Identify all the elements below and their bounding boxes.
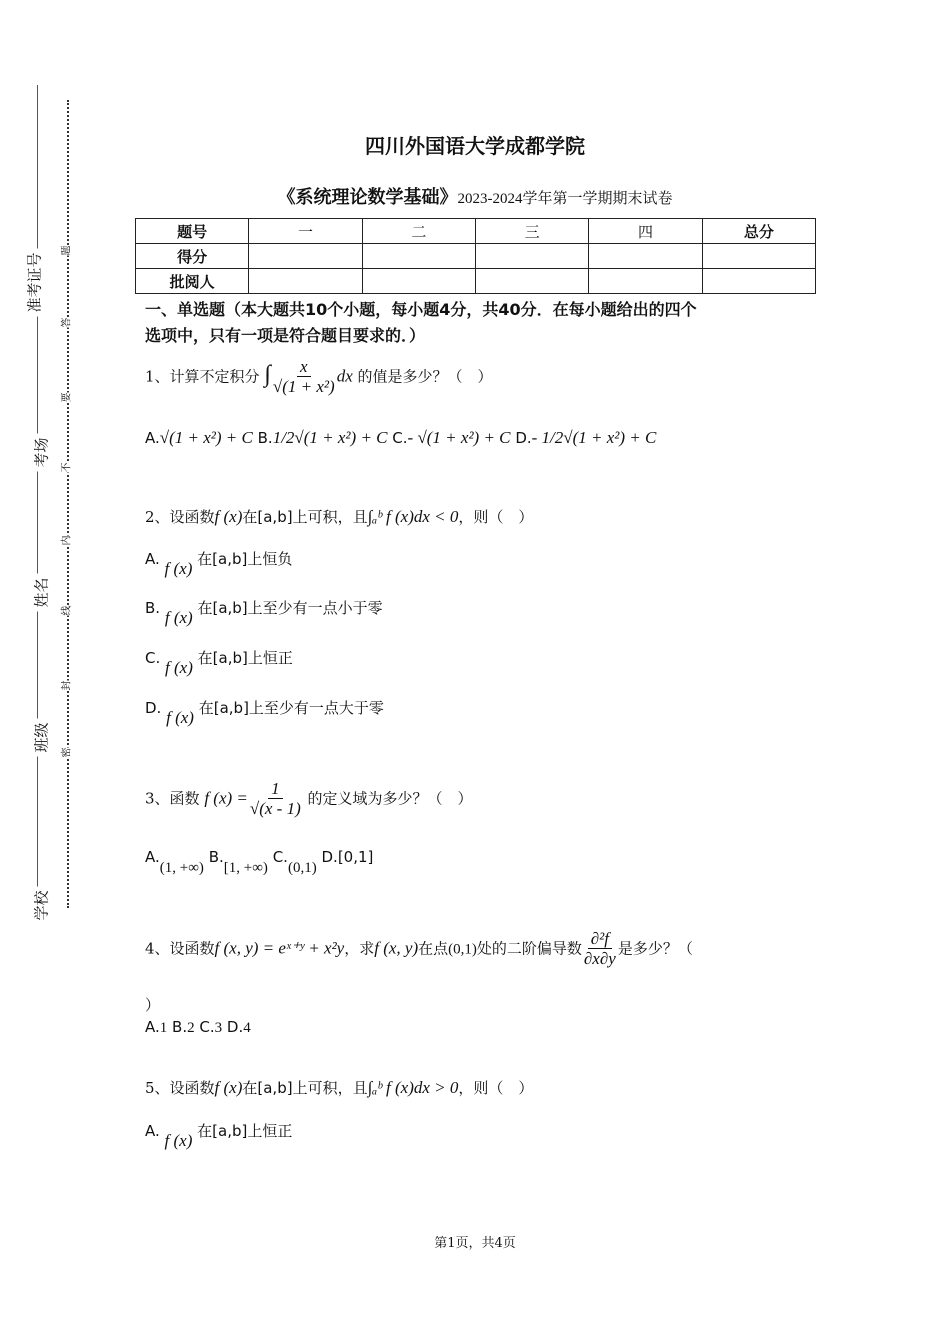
option-label[interactable]: C. <box>199 1018 215 1036</box>
option-expr: 1 <box>159 1020 168 1036</box>
question-2 <box>145 506 533 527</box>
option-text: 在[a,b]上至少有一点小于零 <box>197 599 383 617</box>
question-5 <box>145 1077 533 1098</box>
option-label[interactable]: D. <box>321 848 338 866</box>
option-coef: - 1/2 <box>531 428 564 447</box>
seal-char: 不 <box>56 463 75 473</box>
section-heading: 一、单选题（本大题共10个小题，每小题4分，共40分．在每小题给出的四个 <box>145 300 697 319</box>
field-class: 班级 <box>31 718 52 756</box>
question-text: 的值是多少？（ ） <box>357 367 493 386</box>
seal-dotted-line <box>67 100 69 908</box>
question-3 <box>145 780 473 819</box>
math: f (x) <box>164 1131 193 1150</box>
grader-cell[interactable] <box>249 269 362 294</box>
seal-char: 内 <box>56 536 75 546</box>
option-expr: 3 <box>214 1020 223 1036</box>
numerator: x <box>297 358 311 377</box>
option-d[interactable] <box>145 697 384 727</box>
question-text: 的定义域为多少？（ ） <box>307 789 473 808</box>
option-expr: 2 <box>187 1020 195 1036</box>
math: f (x) <box>166 708 194 727</box>
option-expr: [0,1] <box>337 848 374 866</box>
school-title: 四川外国语大学成都学院 <box>365 134 585 158</box>
question-text: ，则（ ） <box>458 1079 534 1097</box>
option-label[interactable]: A. <box>145 848 160 866</box>
question-text: 处的二阶偏导数 <box>476 939 582 958</box>
question-text: ） <box>145 996 161 1014</box>
question-text: 1、计算不定积分 <box>145 367 260 386</box>
option-label[interactable]: D. <box>145 699 162 717</box>
question-text: 3、函数 <box>145 789 200 808</box>
grader-cell[interactable] <box>362 269 475 294</box>
option-text: 在[a,b]上恒负 <box>197 550 293 568</box>
math: f (x) <box>165 658 193 677</box>
seal-char: 要 <box>56 393 75 403</box>
numerator: 1 <box>268 780 283 799</box>
question-text: 在[a,b]上可积，且 <box>242 1079 368 1097</box>
option-label[interactable]: C. <box>272 848 288 866</box>
question-4-options <box>145 1018 251 1037</box>
question-text: ，则（ ） <box>458 508 534 526</box>
score-cell[interactable] <box>589 244 702 269</box>
option-expr: √(1 + x²) + C <box>563 428 657 447</box>
question-text: 2、设函数 <box>145 508 215 526</box>
option-label[interactable]: C. <box>392 429 408 447</box>
header-cell: 总分 <box>702 219 815 244</box>
seal-char: 封 <box>56 681 75 691</box>
fraction <box>273 358 335 397</box>
seal-char: 线 <box>56 606 75 616</box>
option-coef: 1/2 <box>272 428 295 447</box>
question-text: 在点 <box>418 939 449 958</box>
question-text: ，求 <box>344 939 375 958</box>
binding-line <box>37 85 38 915</box>
score-cell[interactable] <box>249 244 362 269</box>
question-text: 在[a,b]上可积，且 <box>242 508 368 526</box>
math: f (x) <box>214 1078 243 1097</box>
field-name: 姓名 <box>31 573 52 611</box>
option-label[interactable]: B. <box>208 848 224 866</box>
question-1-options <box>145 428 656 448</box>
grader-cell[interactable] <box>589 269 702 294</box>
question-3-options <box>145 848 374 876</box>
header-cell: 一 <box>249 219 362 244</box>
page-footer: 第1页，共4页 <box>434 1236 516 1251</box>
option-expr: √(1 + x²) + C <box>294 428 388 447</box>
row-label: 得分 <box>136 244 249 269</box>
score-cell[interactable] <box>475 244 588 269</box>
option-label[interactable]: A. <box>145 550 160 568</box>
option-label[interactable]: D. <box>226 1018 244 1036</box>
score-cell[interactable] <box>362 244 475 269</box>
math: f (x, y) = eˣ⁺ʸ + x²y <box>214 938 345 958</box>
seal-char: 密 <box>56 748 75 758</box>
field-exam-room: 考场 <box>31 433 52 471</box>
math: ∫ₐᵇ f (x)dx < 0 <box>367 507 459 526</box>
option-label[interactable]: B. <box>257 429 273 447</box>
option-label[interactable]: A. <box>145 429 160 447</box>
option-expr: √(1 + x²) + C <box>159 428 253 447</box>
option-expr: [1, +∞) <box>223 860 268 876</box>
grader-cell[interactable] <box>702 269 815 294</box>
score-cell[interactable] <box>702 244 815 269</box>
header-cell: 四 <box>589 219 702 244</box>
option-expr: (1, +∞) <box>159 860 204 876</box>
field-school: 学校 <box>31 886 52 924</box>
option-b[interactable] <box>145 597 383 627</box>
math: f (x) <box>164 559 193 578</box>
course-name: 《系统理论数学基础》 <box>277 187 458 208</box>
option-label[interactable]: A. <box>145 1122 160 1140</box>
option-label[interactable]: D. <box>515 429 532 447</box>
seal-char: 答 <box>56 318 75 328</box>
question-text: 4、设函数 <box>145 939 215 958</box>
math: f (x) <box>214 507 243 526</box>
fraction <box>250 780 301 819</box>
math: ∫ₐᵇ f (x)dx > 0 <box>367 1078 459 1097</box>
math: dx <box>336 366 353 386</box>
option-text: 在[a,b]上恒正 <box>197 1122 293 1140</box>
header-cell: 二 <box>362 219 475 244</box>
field-ticket-number: 准考证号 <box>24 248 45 316</box>
option-c[interactable] <box>145 647 293 677</box>
math: f (x) <box>164 608 193 627</box>
section-heading: 选项中，只有一项是符合题目要求的．） <box>145 326 426 345</box>
question-4 <box>145 930 693 969</box>
question-text: 是多少？（ <box>617 939 693 958</box>
option-label[interactable]: B. <box>145 599 161 617</box>
option-label[interactable]: B. <box>172 1018 188 1036</box>
score-table <box>135 218 816 294</box>
math: f (x) = <box>204 788 248 808</box>
term: 2023-2024学年第一学期期末试卷 <box>457 191 673 207</box>
numerator: ∂²f <box>588 930 612 949</box>
option-expr: - √(1 + x²) + C <box>407 428 511 447</box>
option-expr: 4 <box>243 1020 251 1036</box>
grader-cell[interactable] <box>475 269 588 294</box>
option-expr: (0,1) <box>287 860 317 876</box>
denominator: √(x - 1) <box>249 799 301 818</box>
option-text: 在[a,b]上至少有一点大于零 <box>198 699 384 717</box>
question-1 <box>145 358 493 397</box>
header-cell: 三 <box>475 219 588 244</box>
header-cell: 题号 <box>136 219 249 244</box>
question-text: 5、设函数 <box>145 1079 215 1097</box>
integral-sign: ∫ <box>264 361 271 388</box>
fraction <box>584 930 616 969</box>
math: (0,1) <box>448 941 477 958</box>
row-label: 批阅人 <box>136 269 249 294</box>
option-label[interactable]: C. <box>145 649 161 667</box>
option-text: 在[a,b]上恒正 <box>197 649 293 667</box>
option-label[interactable]: A. <box>145 1018 160 1036</box>
denominator: ∂x∂y <box>583 949 616 968</box>
seal-char: 题 <box>56 246 75 256</box>
option-a[interactable] <box>145 1120 293 1150</box>
math: f (x, y) <box>374 938 419 958</box>
denominator: √(1 + x²) <box>272 377 335 396</box>
option-a[interactable] <box>145 548 293 578</box>
exam-subtitle <box>0 183 950 209</box>
